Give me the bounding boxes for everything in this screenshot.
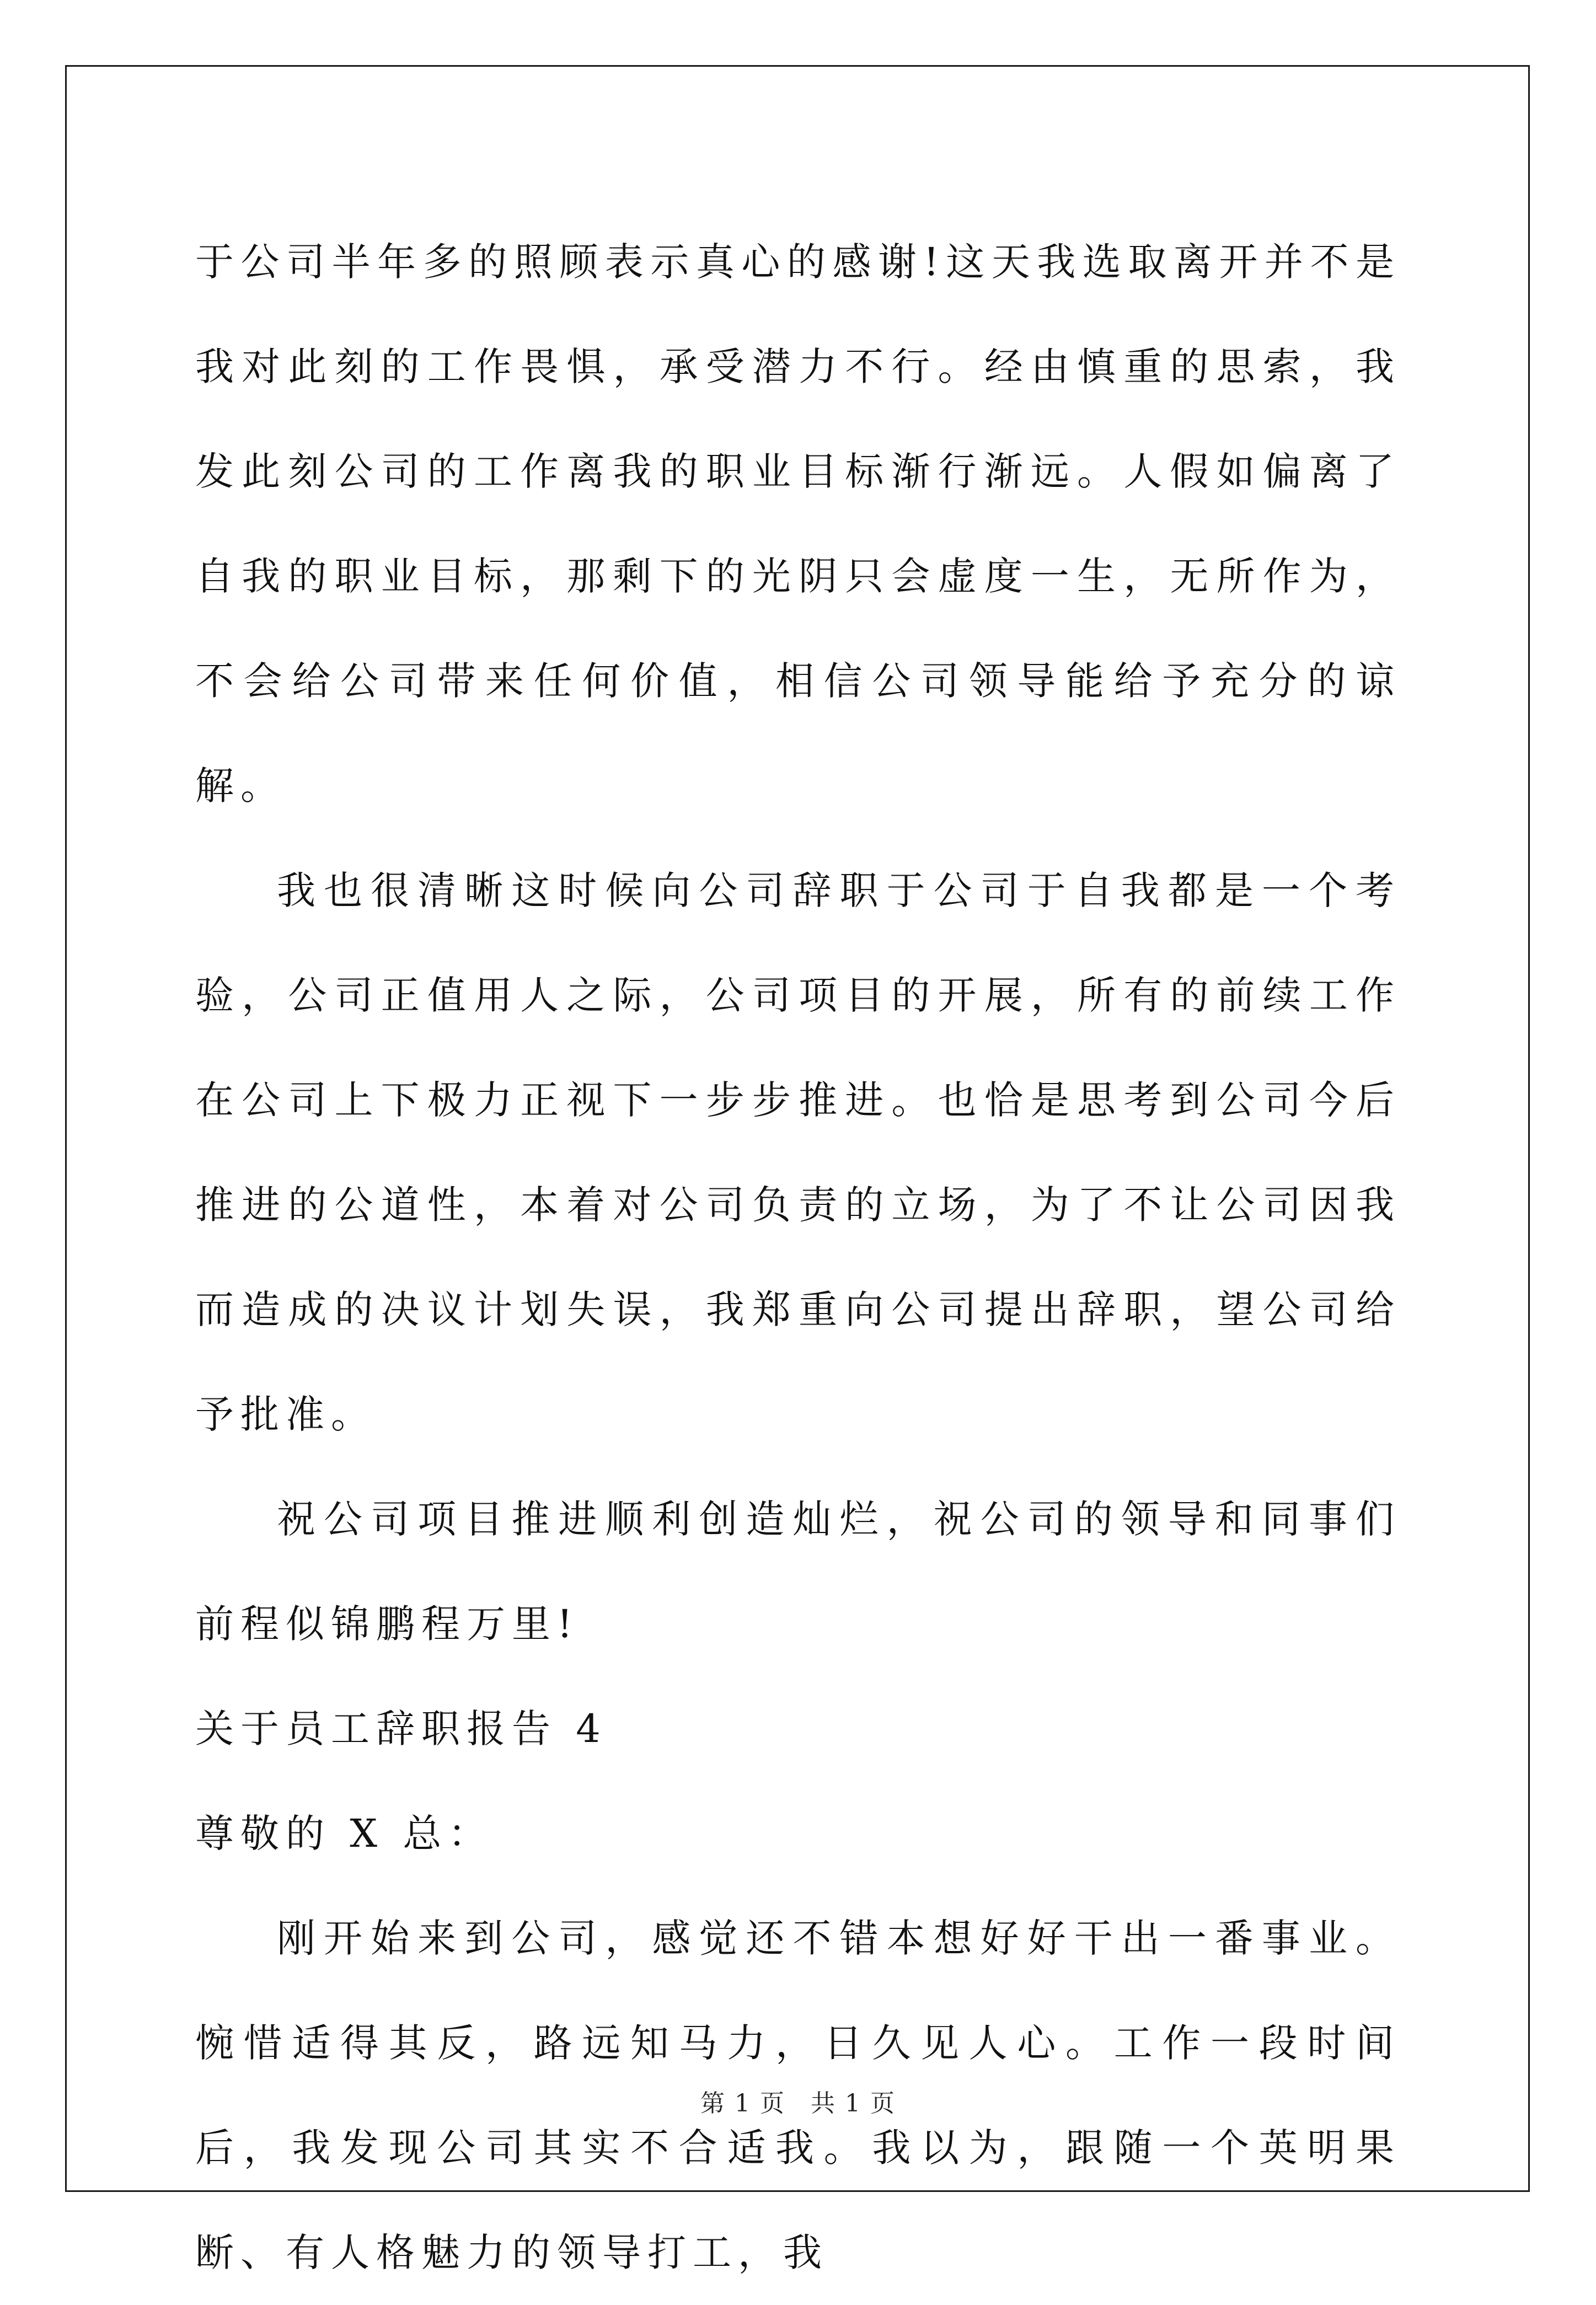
section-title: 关于员工辞职报告 4 [195,1706,607,1751]
salutation: 尊敬的 X 总： [195,1811,494,1856]
paragraph-1: 于公司半年多的照顾表示真心的感谢!这天我选取离开并不是我对此刻的工作畏惧，承受潜力不行。经由慎重的思索，我发此刻公司的工作离我的职业目标渐行渐远。人假如偏离了自我的职业目标，那剩下的光阴只会虚度一生，无所作为，不会给公司带来任何价值，相信公司领导能给予充分的谅解。 [195,239,1401,808]
paragraph-2: 我也很清晰这时候向公司辞职于公司于自我都是一个考验，公司正值用人之际，公司项目的开展，所有的前续工作在公司上下极力正视下一步步推进。也恰是思考到公司今后推进的公道性，本着对公司负责的立场，为了不让公司因我而造成的决议计划失误，我郑重向公司提出辞职，望公司给予批准。 [195,868,1401,1437]
paragraph-4: 刚开始来到公司，感觉还不错本想好好干出一番事业。惋惜适得其反，路远知马力，日久见人心。工作一段时间后，我发现公司其实不合适我。我以为，跟随一个英明果断、有人格魅力的领导打工，我 [195,1916,1401,2275]
page-footer: 第 1 页 共 1 页 [700,2089,896,2118]
paragraph-3: 祝公司项目推进顺利创造灿烂，祝公司的领导和同事们前程似锦鹏程万里! [195,1497,1401,1647]
document-body [195,210,1401,2305]
